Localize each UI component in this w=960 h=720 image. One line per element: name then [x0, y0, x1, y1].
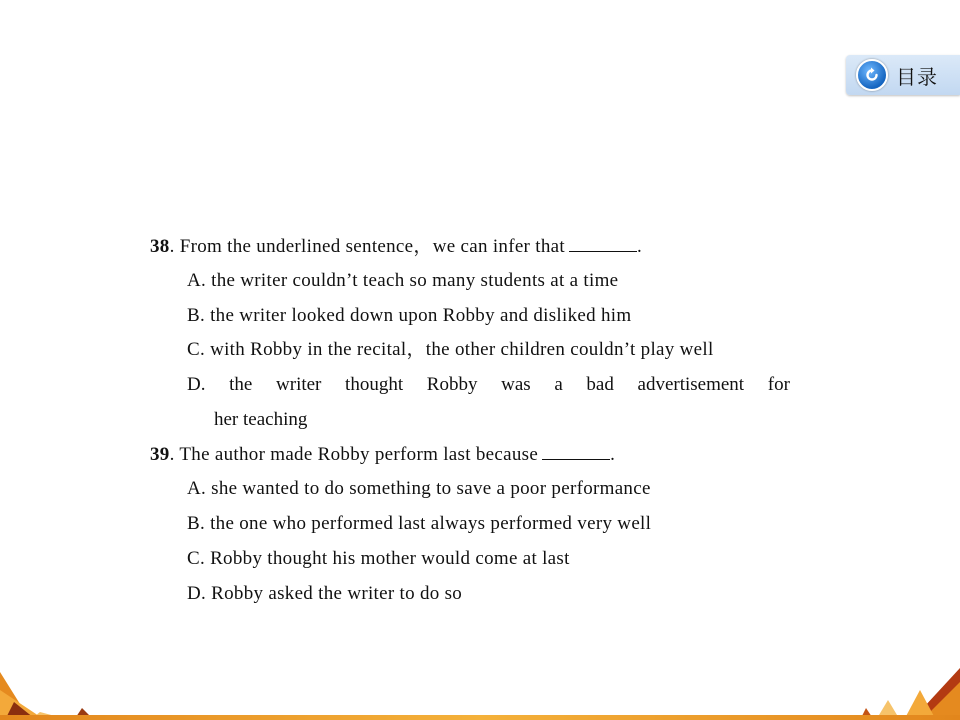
option-38-d: [187, 374, 790, 396]
question-number: 38: [150, 236, 170, 257]
option-38-c: C. with Robby in the recital，the other children couldn’t play well: [187, 339, 714, 360]
refresh-icon: [856, 59, 888, 91]
option-word: D.: [187, 374, 206, 395]
toc-button[interactable]: [846, 55, 960, 95]
option-39-b: B. the one who performed last always performed very well: [187, 513, 652, 534]
question-stem: . From the underlined sentence，we can infer that: [169, 236, 565, 257]
option-38-a: A. the writer couldn’t teach so many students at a time: [187, 270, 619, 291]
question-38: [150, 235, 642, 258]
option-word: a: [554, 374, 563, 395]
question-stem: . The author made Robby perform last because: [169, 444, 539, 465]
left-corner-decoration: [0, 660, 110, 720]
option-word: thought: [345, 374, 404, 395]
option-word: was: [501, 374, 531, 395]
option-38-d-continuation: her teaching: [214, 409, 308, 430]
footer-bar: [0, 715, 960, 720]
question-number: 39: [150, 444, 170, 465]
option-39-c: C. Robby thought his mother would come at last: [187, 548, 570, 569]
question-stem-end: .: [610, 444, 616, 465]
option-word: writer: [276, 374, 322, 395]
option-word: Robby: [426, 374, 478, 395]
option-38-b: B. the writer looked down upon Robby and disliked him: [187, 305, 632, 326]
toc-label: 目录: [896, 64, 938, 89]
option-word: the: [229, 374, 253, 395]
option-39-d: D. Robby asked the writer to do so: [187, 583, 463, 604]
option-word: bad: [586, 374, 614, 395]
option-word: advertisement: [637, 374, 745, 395]
option-word: for: [767, 374, 790, 395]
option-39-a: A. she wanted to do something to save a poor performance: [187, 478, 651, 499]
answer-blank: [569, 235, 637, 252]
right-corner-decoration: [860, 668, 960, 720]
answer-blank: [542, 443, 610, 460]
question-39: [150, 443, 615, 466]
question-stem-end: .: [636, 236, 642, 257]
